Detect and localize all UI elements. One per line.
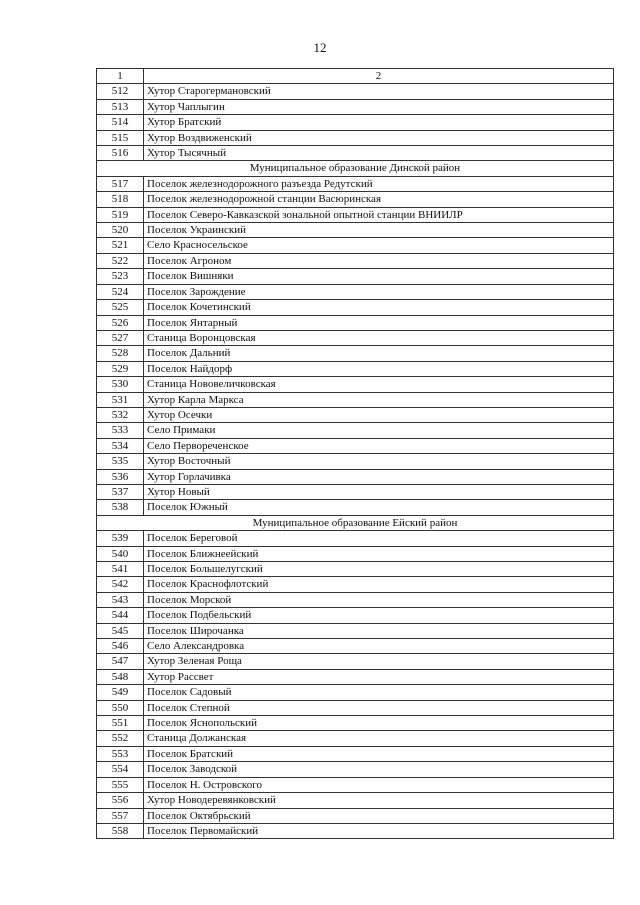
- table-row: [97, 669, 614, 684]
- table-row: [97, 823, 614, 838]
- table-row: [97, 546, 614, 561]
- row-number: 556: [97, 793, 144, 808]
- settlement-name: Хутор Горлачивка: [144, 469, 614, 484]
- table-row: [97, 484, 614, 499]
- table-row: [97, 793, 614, 808]
- table-row: [97, 654, 614, 669]
- table-row: [97, 377, 614, 392]
- row-number: 531: [97, 392, 144, 407]
- settlement-name: Поселок Вишняки: [144, 269, 614, 284]
- settlement-name: Село Александровка: [144, 639, 614, 654]
- row-number: 539: [97, 531, 144, 546]
- table-row: [97, 300, 614, 315]
- row-number: 547: [97, 654, 144, 669]
- row-number: 530: [97, 377, 144, 392]
- table-row: [97, 685, 614, 700]
- settlement-name: Поселок Братский: [144, 746, 614, 761]
- settlement-name: Хутор Осечки: [144, 407, 614, 422]
- row-number: 549: [97, 685, 144, 700]
- row-number: 546: [97, 639, 144, 654]
- row-number: 515: [97, 130, 144, 145]
- settlement-name: Поселок Береговой: [144, 531, 614, 546]
- settlement-name: Поселок Янтарный: [144, 315, 614, 330]
- section-title: Муниципальное образование Динской район: [97, 161, 614, 176]
- table-row: [97, 777, 614, 792]
- table-row: [97, 639, 614, 654]
- table-row: [97, 346, 614, 361]
- settlement-name: Поселок Яснопольский: [144, 716, 614, 731]
- settlement-name: Село Красносельское: [144, 238, 614, 253]
- row-number: 518: [97, 192, 144, 207]
- settlement-name: Поселок Садовый: [144, 685, 614, 700]
- row-number: 551: [97, 716, 144, 731]
- settlement-name: Хутор Новый: [144, 484, 614, 499]
- row-number: 514: [97, 115, 144, 130]
- table-row: [97, 284, 614, 299]
- section-header-row: [97, 161, 614, 176]
- row-number: 535: [97, 454, 144, 469]
- row-number: 538: [97, 500, 144, 515]
- row-number: 517: [97, 176, 144, 191]
- settlement-name: Хутор Восточный: [144, 454, 614, 469]
- table-row: [97, 99, 614, 114]
- table-row: [97, 115, 614, 130]
- table-row: [97, 207, 614, 222]
- row-number: 542: [97, 577, 144, 592]
- settlement-name: Поселок Северо-Кавказской зональной опытной станции ВНИИЛР: [144, 207, 614, 222]
- row-number: 541: [97, 562, 144, 577]
- settlement-name: Хутор Тысячный: [144, 146, 614, 161]
- row-number: 533: [97, 423, 144, 438]
- row-number: 525: [97, 300, 144, 315]
- settlement-name: Поселок Морской: [144, 592, 614, 607]
- row-number: 513: [97, 99, 144, 114]
- row-number: 536: [97, 469, 144, 484]
- settlement-name: Поселок Агроном: [144, 253, 614, 268]
- settlement-name: Станица Нововеличковская: [144, 377, 614, 392]
- settlement-name: Хутор Карла Маркса: [144, 392, 614, 407]
- settlement-name: Поселок Ближнеейский: [144, 546, 614, 561]
- table-row: [97, 562, 614, 577]
- page-number: 12: [313, 40, 327, 55]
- table-row: [97, 716, 614, 731]
- row-number: 557: [97, 808, 144, 823]
- table-row: [97, 315, 614, 330]
- row-number: 548: [97, 669, 144, 684]
- settlement-name: Хутор Зеленая Роща: [144, 654, 614, 669]
- table-row: [97, 746, 614, 761]
- table-row: [97, 454, 614, 469]
- settlement-name: Поселок Октябрьский: [144, 808, 614, 823]
- settlement-name: Поселок Зарождение: [144, 284, 614, 299]
- table-header-row: [97, 69, 614, 84]
- table-body: [97, 69, 614, 839]
- table-row: [97, 731, 614, 746]
- row-number: 550: [97, 700, 144, 715]
- settlement-name: Поселок Первомайский: [144, 823, 614, 838]
- table-row: [97, 577, 614, 592]
- settlement-name: Поселок Краснофлотский: [144, 577, 614, 592]
- settlement-name: Поселок Широчанка: [144, 623, 614, 638]
- row-number: 544: [97, 608, 144, 623]
- settlement-name: Хутор Старогермановский: [144, 84, 614, 99]
- row-number: 553: [97, 746, 144, 761]
- section-title: Муниципальное образование Ейский район: [97, 515, 614, 530]
- table-row: [97, 608, 614, 623]
- table-row: [97, 130, 614, 145]
- header-col-number: 1: [97, 69, 144, 84]
- table-row: [97, 700, 614, 715]
- row-number: 526: [97, 315, 144, 330]
- settlement-name: Поселок Дальний: [144, 346, 614, 361]
- header-col-name: 2: [144, 69, 614, 84]
- section-header-row: [97, 515, 614, 530]
- table-row: [97, 253, 614, 268]
- settlement-name: Поселок железнодорожного разъезда Редутский: [144, 176, 614, 191]
- settlement-name: Станица Воронцовская: [144, 330, 614, 345]
- settlement-name: Поселок Подбельский: [144, 608, 614, 623]
- row-number: 543: [97, 592, 144, 607]
- row-number: 524: [97, 284, 144, 299]
- row-number: 545: [97, 623, 144, 638]
- row-number: 528: [97, 346, 144, 361]
- settlement-name: Хутор Новодеревянковский: [144, 793, 614, 808]
- table-row: [97, 500, 614, 515]
- row-number: 534: [97, 438, 144, 453]
- table-row: [97, 223, 614, 238]
- settlement-name: Поселок Южный: [144, 500, 614, 515]
- row-number: 512: [97, 84, 144, 99]
- row-number: 552: [97, 731, 144, 746]
- row-number: 529: [97, 361, 144, 376]
- table-row: [97, 438, 614, 453]
- row-number: 520: [97, 223, 144, 238]
- row-number: 554: [97, 762, 144, 777]
- table-row: [97, 84, 614, 99]
- table-row: [97, 176, 614, 191]
- settlement-name: Поселок Степной: [144, 700, 614, 715]
- settlement-name: Поселок Н. Островского: [144, 777, 614, 792]
- table-row: [97, 269, 614, 284]
- table-row: [97, 192, 614, 207]
- settlement-name: Поселок Украинский: [144, 223, 614, 238]
- table-row: [97, 531, 614, 546]
- settlement-name: Поселок Найдорф: [144, 361, 614, 376]
- row-number: 522: [97, 253, 144, 268]
- row-number: 523: [97, 269, 144, 284]
- table-row: [97, 238, 614, 253]
- table-row: [97, 469, 614, 484]
- settlement-name: Станица Должанская: [144, 731, 614, 746]
- table-row: [97, 592, 614, 607]
- settlement-name: Село Первореченское: [144, 438, 614, 453]
- settlement-name: Хутор Чаплыгин: [144, 99, 614, 114]
- settlement-name: Хутор Братский: [144, 115, 614, 130]
- table-row: [97, 762, 614, 777]
- row-number: 555: [97, 777, 144, 792]
- settlement-name: Хутор Рассвет: [144, 669, 614, 684]
- settlement-name: Поселок Кочетинский: [144, 300, 614, 315]
- table-row: [97, 361, 614, 376]
- table-row: [97, 623, 614, 638]
- row-number: 521: [97, 238, 144, 253]
- table-row: [97, 392, 614, 407]
- table-row: [97, 423, 614, 438]
- settlement-name: Поселок Заводской: [144, 762, 614, 777]
- settlement-name: Село Примаки: [144, 423, 614, 438]
- table-row: [97, 330, 614, 345]
- row-number: 532: [97, 407, 144, 422]
- row-number: 540: [97, 546, 144, 561]
- table-row: [97, 407, 614, 422]
- row-number: 558: [97, 823, 144, 838]
- row-number: 537: [97, 484, 144, 499]
- settlement-name: Хутор Воздвиженский: [144, 130, 614, 145]
- table-row: [97, 808, 614, 823]
- settlements-table: [96, 68, 614, 839]
- row-number: 516: [97, 146, 144, 161]
- table-row: [97, 146, 614, 161]
- settlement-name: Поселок Большелугский: [144, 562, 614, 577]
- settlement-name: Поселок железнодорожной станции Васюринская: [144, 192, 614, 207]
- row-number: 519: [97, 207, 144, 222]
- row-number: 527: [97, 330, 144, 345]
